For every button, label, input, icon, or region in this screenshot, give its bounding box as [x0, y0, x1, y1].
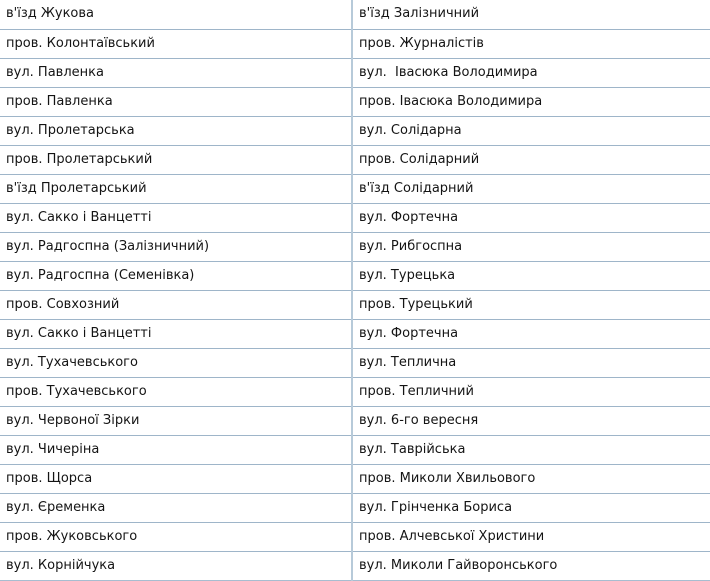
table-row	[0, 0, 710, 29]
new-street-name-cell: вул. Фортечна	[352, 203, 710, 232]
new-street-name-cell: вул. 6-го вересня	[352, 406, 710, 435]
new-street-name-cell: в'їзд Солідарний	[352, 174, 710, 203]
old-street-name-cell: пров. Щорса	[0, 464, 352, 493]
old-street-name-cell: вул. Єременка	[0, 493, 352, 522]
old-street-name-cell: вул. Пролетарська	[0, 116, 352, 145]
old-street-name-cell: в'їзд Жукова	[0, 0, 352, 29]
old-street-name-cell: вул. Радгоспна (Залізничний)	[0, 232, 352, 261]
table-row	[0, 58, 710, 87]
new-street-name-cell: пров. Солідарний	[352, 145, 710, 174]
table-row	[0, 145, 710, 174]
new-street-name-cell: вул. Солідарна	[352, 116, 710, 145]
new-street-name-cell: пров. Алчевської Христини	[352, 522, 710, 551]
table-row	[0, 464, 710, 493]
table-row	[0, 261, 710, 290]
new-street-name-cell: вул. Теплична	[352, 348, 710, 377]
new-street-name-cell: в'їзд Залізничний	[352, 0, 710, 29]
new-street-name-cell: вул. Грінченка Бориса	[352, 493, 710, 522]
table-row	[0, 174, 710, 203]
table-row	[0, 348, 710, 377]
old-street-name-cell: вул. Чичеріна	[0, 435, 352, 464]
new-street-name-cell: вул. Турецька	[352, 261, 710, 290]
old-street-name-cell: пров. Павленка	[0, 87, 352, 116]
table-row	[0, 232, 710, 261]
old-street-name-cell: вул. Тухачевського	[0, 348, 352, 377]
table-row	[0, 29, 710, 58]
table-row	[0, 87, 710, 116]
old-street-name-cell: вул. Сакко і Ванцетті	[0, 203, 352, 232]
old-street-name-cell: пров. Тухачевського	[0, 377, 352, 406]
new-street-name-cell: пров. Івасюка Володимира	[352, 87, 710, 116]
table-row	[0, 493, 710, 522]
new-street-name-cell: пров. Тепличний	[352, 377, 710, 406]
table-row	[0, 116, 710, 145]
table-row	[0, 406, 710, 435]
old-street-name-cell: пров. Жуковського	[0, 522, 352, 551]
old-street-name-cell: вул. Сакко і Ванцетті	[0, 319, 352, 348]
old-street-name-cell: вул. Радгоспна (Семенівка)	[0, 261, 352, 290]
old-street-name-cell: пров. Колонтаївський	[0, 29, 352, 58]
new-street-name-cell: вул. Рибгоспна	[352, 232, 710, 261]
old-street-name-cell: пров. Совхозний	[0, 290, 352, 319]
new-street-name-cell: пров. Журналістів	[352, 29, 710, 58]
new-street-name-cell: пров. Турецький	[352, 290, 710, 319]
new-street-name-cell: вул. Фортечна	[352, 319, 710, 348]
old-street-name-cell: вул. Червоної Зірки	[0, 406, 352, 435]
new-street-name-cell: вул. Івасюка Володимира	[352, 58, 710, 87]
old-street-name-cell: вул. Павленка	[0, 58, 352, 87]
table-row	[0, 377, 710, 406]
table-row	[0, 290, 710, 319]
old-street-name-cell: пров. Пролетарський	[0, 145, 352, 174]
new-street-name-cell: вул. Таврійська	[352, 435, 710, 464]
table-row	[0, 203, 710, 232]
table-row	[0, 319, 710, 348]
old-street-name-cell: вул. Корнійчука	[0, 551, 352, 580]
table-row	[0, 551, 710, 580]
table-row	[0, 522, 710, 551]
new-street-name-cell: вул. Миколи Гайворонського	[352, 551, 710, 580]
table-row	[0, 435, 710, 464]
old-street-name-cell: в'їзд Пролетарський	[0, 174, 352, 203]
new-street-name-cell: пров. Миколи Хвильового	[352, 464, 710, 493]
